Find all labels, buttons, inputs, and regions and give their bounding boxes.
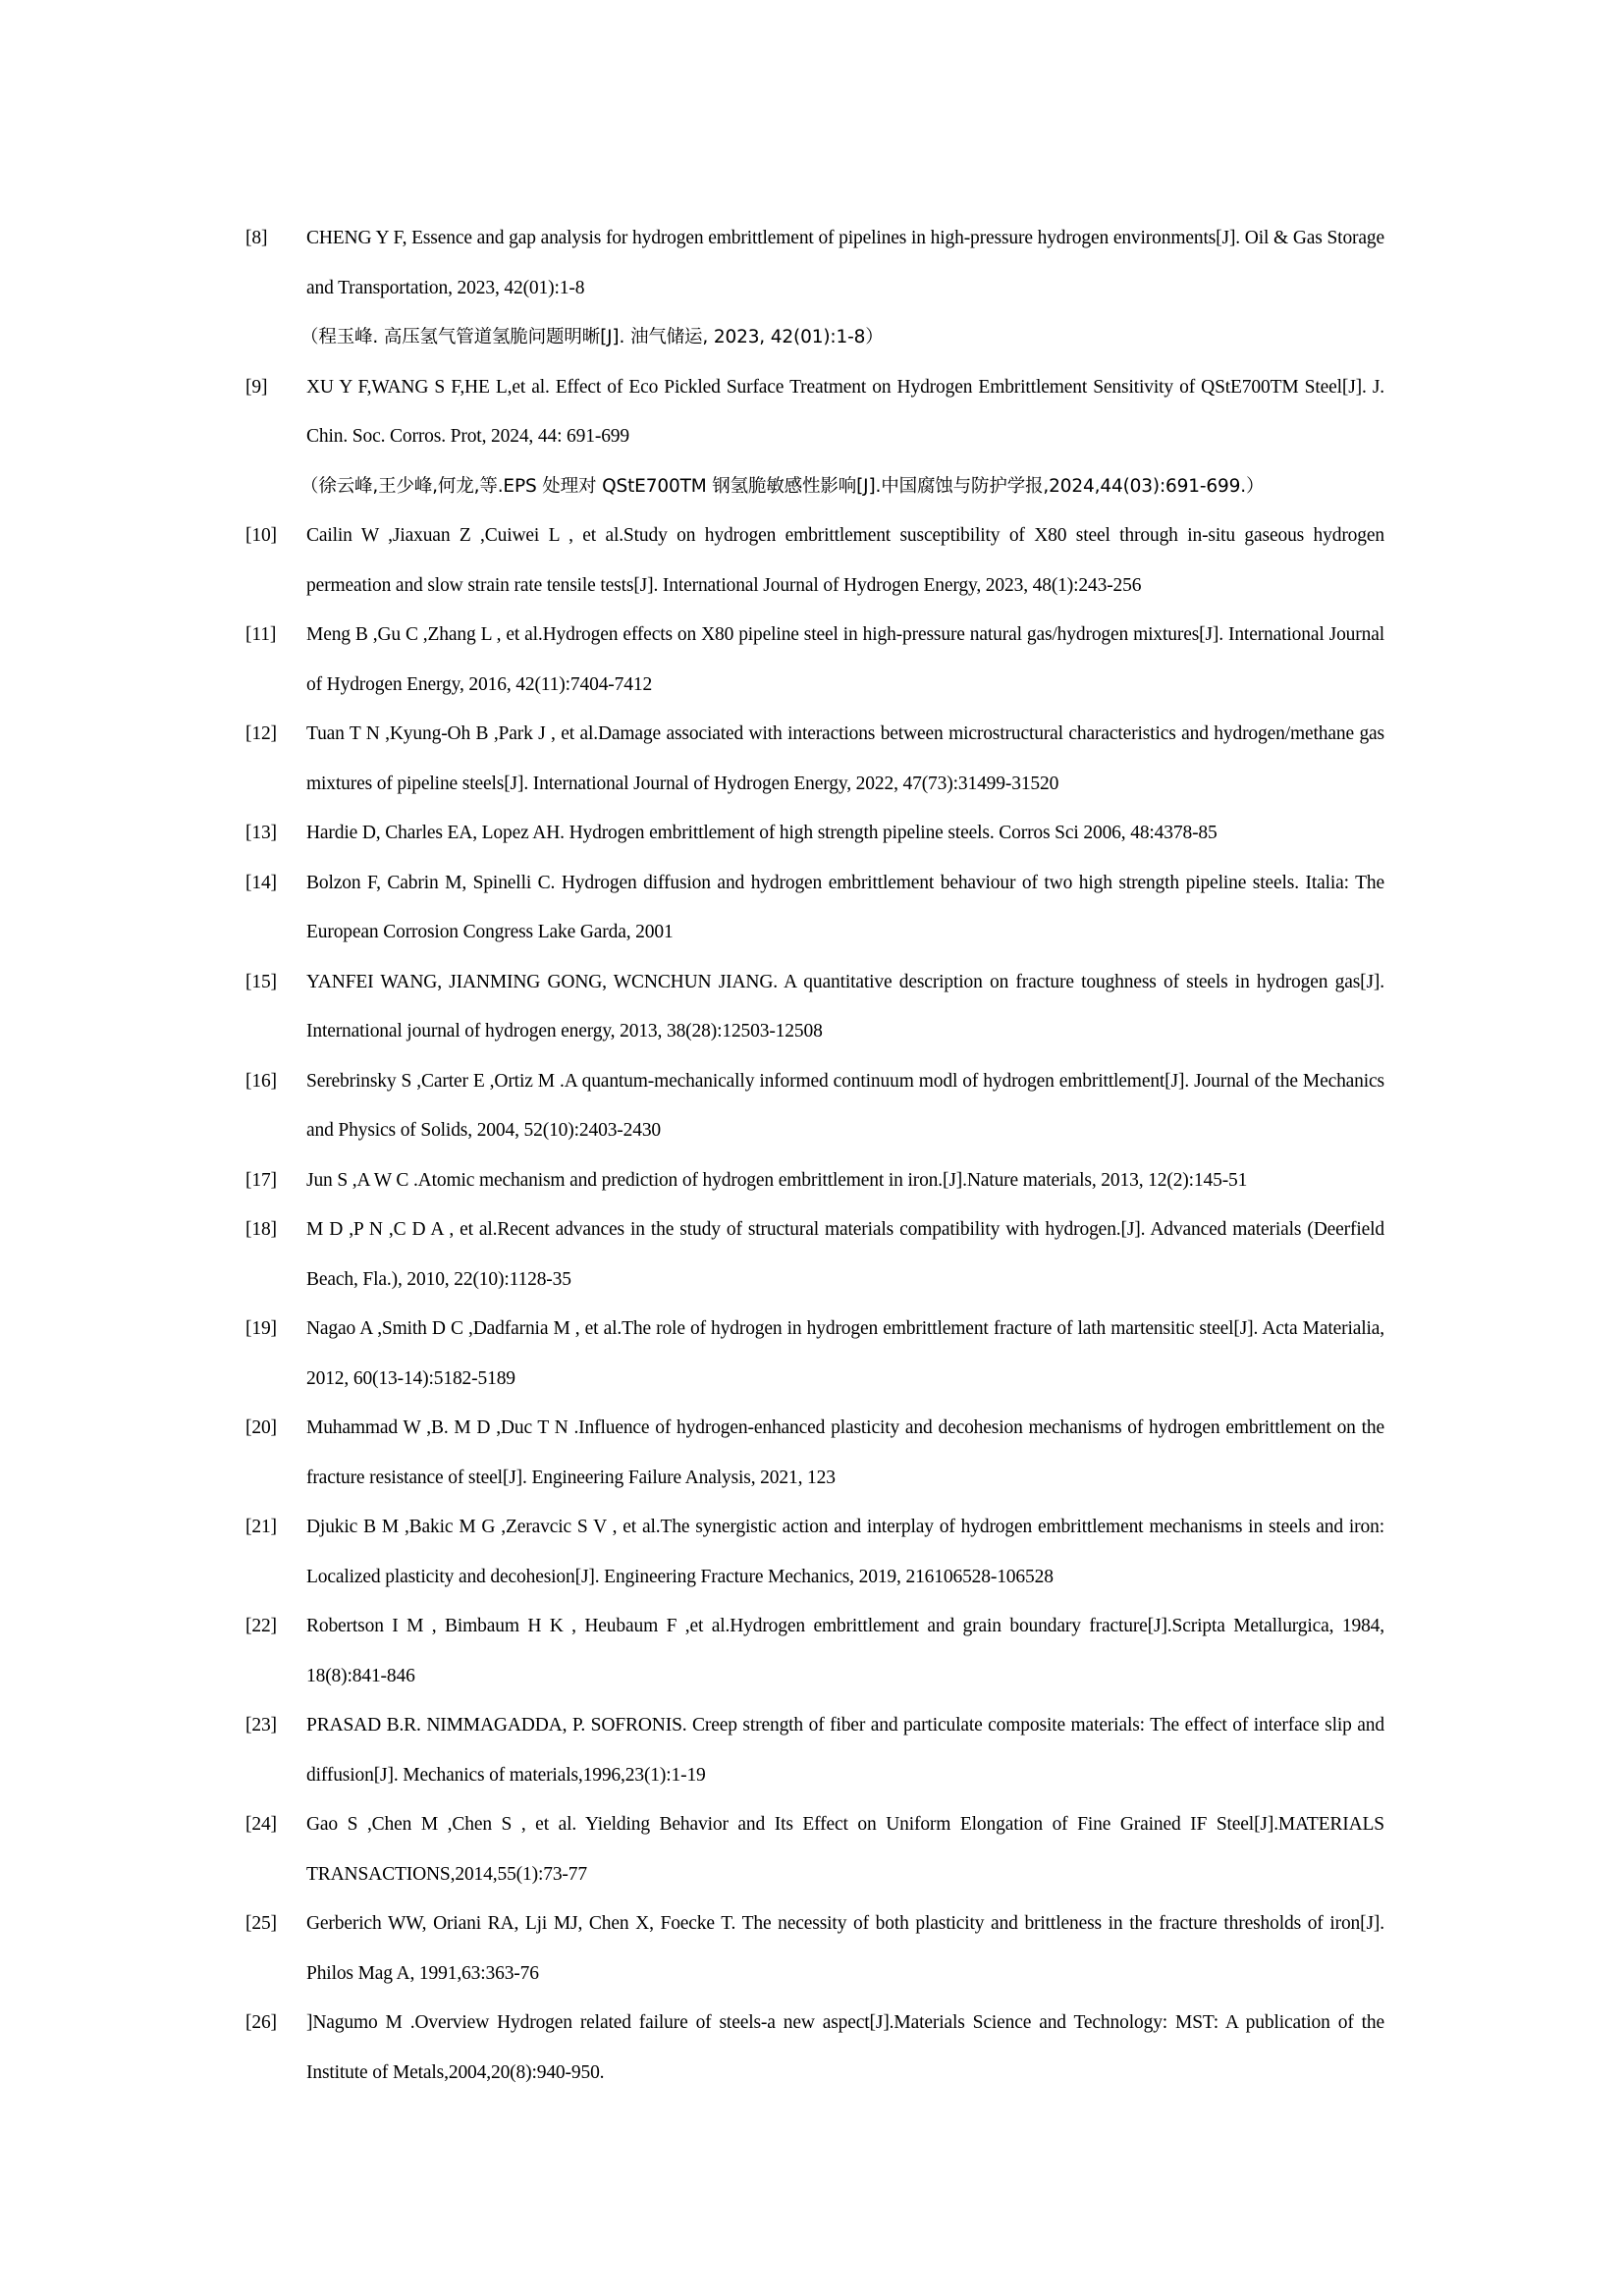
reference-text: Gerberich WW, Oriani RA, Lji MJ, Chen X, Foecke T. The necessity of both plasticity and brittleness in the fracture thresholds of iron[J]. Philos Mag A, 1991,63:363-76 bbox=[306, 1913, 1384, 1984]
reference-item bbox=[245, 1205, 1384, 1305]
reference-item bbox=[245, 214, 1384, 363]
reference-text: XU Y F,WANG S F,HE L,et al. Effect of Eco Pickled Surface Treatment on Hydrogen Embrittlement Sensitivity of QStE700TM Steel[J]. J. Chin. Soc. Corros. Prot, 2024, 44: 691-699 bbox=[306, 376, 1384, 447]
reference-text: Bolzon F, Cabrin M, Spinelli C. Hydrogen diffusion and hydrogen embrittlement behaviour of two high strength pipeline steels. Italia: The European Corrosion Congress Lake Garda, 2001 bbox=[306, 872, 1384, 942]
reference-item bbox=[245, 1305, 1384, 1404]
reference-number: [22] bbox=[245, 1616, 277, 1636]
reference-item bbox=[245, 1503, 1384, 1602]
reference-text: ]Nagumo M .Overview Hydrogen related failure of steels-a new aspect[J].Materials Science and Technology: MST: A publication of the Institute of Metals,2004,20(8):940-950. bbox=[306, 2012, 1384, 2083]
reference-item bbox=[245, 809, 1384, 859]
reference-number: [12] bbox=[245, 723, 277, 744]
reference-text: Robertson I M , Bimbaum H K , Heubaum F ,et al.Hydrogen embrittlement and grain boundary fracture[J].Scripta Metallurgica, 1984, 18(8):841-846 bbox=[306, 1616, 1384, 1686]
reference-item bbox=[245, 1404, 1384, 1503]
reference-text: YANFEI WANG, JIANMING GONG, WCNCHUN JIANG. A quantitative description on fracture toughness of steels in hydrogen gas[J]. International journal of hydrogen energy, 2013, 38(28):12503-12508 bbox=[306, 971, 1384, 1041]
reference-text: Hardie D, Charles EA, Lopez AH. Hydrogen embrittlement of high strength pipeline steels. Corros Sci 2006, 48:4378-85 bbox=[306, 823, 1218, 843]
reference-number: [18] bbox=[245, 1219, 277, 1240]
reference-text: Muhammad W ,B. M D ,Duc T N .Influence of hydrogen-enhanced plasticity and decohesion mechanisms of hydrogen embrittlement on the fracture resistance of steel[J]. Engineering Failure Analysis, 2021, 123 bbox=[306, 1417, 1384, 1488]
reference-number: [20] bbox=[245, 1417, 277, 1438]
reference-text: Djukic B M ,Bakic M G ,Zeravcic S V , et al.The synergistic action and interplay of hydrogen embrittlement mechanisms in steels and iron: Localized plasticity and decohesion[J]. Engineering Fracture Mechanics, 2019, 216106528-106528 bbox=[306, 1517, 1384, 1587]
reference-item bbox=[245, 363, 1384, 512]
reference-list bbox=[245, 214, 1384, 2098]
reference-number: [14] bbox=[245, 872, 277, 893]
reference-number: [24] bbox=[245, 1814, 277, 1835]
reference-number: [13] bbox=[245, 823, 277, 843]
reference-number: [10] bbox=[245, 525, 277, 546]
reference-text: Meng B ,Gu C ,Zhang L , et al.Hydrogen effects on X80 pipeline steel in high-pressure natural gas/hydrogen mixtures[J]. International Journal of Hydrogen Energy, 2016, 42(11):7404-7412 bbox=[306, 624, 1384, 695]
reference-item bbox=[245, 1899, 1384, 1999]
reference-number: [23] bbox=[245, 1715, 277, 1735]
reference-item bbox=[245, 511, 1384, 611]
reference-item bbox=[245, 611, 1384, 710]
reference-number: [9] bbox=[245, 376, 268, 398]
reference-text: Serebrinsky S ,Carter E ,Ortiz M .A quantum-mechanically informed continuum modl of hydrogen embrittlement[J]. Journal of the Mechanics and Physics of Solids, 2004, 52(10):2403-2430 bbox=[306, 1070, 1384, 1141]
reference-text: Gao S ,Chen M ,Chen S , et al. Yielding Behavior and Its Effect on Uniform Elongation of Fine Grained IF Steel[J].MATERIALS TRANSACTIONS,2014,55(1):73-77 bbox=[306, 1814, 1384, 1885]
reference-chinese-citation: （程玉峰. 高压氢气管道氢脆问题明晰[J]. 油气储运, 2023, 42(01):1-8） bbox=[300, 327, 884, 347]
reference-item bbox=[245, 1701, 1384, 1800]
reference-number: [25] bbox=[245, 1913, 277, 1934]
reference-item bbox=[245, 710, 1384, 809]
reference-item bbox=[245, 958, 1384, 1057]
reference-number: [26] bbox=[245, 2012, 277, 2033]
reference-number: [17] bbox=[245, 1169, 277, 1191]
reference-item bbox=[245, 1156, 1384, 1206]
reference-item bbox=[245, 1602, 1384, 1701]
reference-number: [19] bbox=[245, 1318, 277, 1339]
reference-item bbox=[245, 1999, 1384, 2098]
reference-number: [15] bbox=[245, 971, 277, 992]
reference-text: M D ,P N ,C D A , et al.Recent advances in the study of structural materials compatibility with hydrogen.[J]. Advanced materials (Deerfield Beach, Fla.), 2010, 22(10):1128-35 bbox=[306, 1219, 1384, 1290]
reference-text: Cailin W ,Jiaxuan Z ,Cuiwei L , et al.Study on hydrogen embrittlement susceptibility of X80 steel through in-situ gaseous hydrogen permeation and slow strain rate tensile tests[J]. International Journal of Hydrogen Energy, 2023, 48(1):243-256 bbox=[306, 525, 1384, 596]
reference-text: Nagao A ,Smith D C ,Dadfarnia M , et al.The role of hydrogen in hydrogen embrittlement fracture of lath martensitic steel[J]. Acta Materialia, 2012, 60(13-14):5182-5189 bbox=[306, 1318, 1384, 1389]
reference-text: Tuan T N ,Kyung-Oh B ,Park J , et al.Damage associated with interactions between microstructural characteristics and hydrogen/methane gas mixtures of pipeline steels[J]. International Journal of Hydrogen Energy, 2022, 47(73):31499-31520 bbox=[306, 723, 1384, 794]
reference-text: CHENG Y F, Essence and gap analysis for hydrogen embrittlement of pipelines in high-pressure hydrogen environments[J]. Oil & Gas Storage and Transportation, 2023, 42(01):1-8 bbox=[306, 228, 1384, 298]
reference-number: [8] bbox=[245, 228, 268, 248]
reference-chinese-citation: （徐云峰,王少峰,何龙,等.EPS 处理对 QStE700TM 钢氢脆敏感性影响[J].中国腐蚀与防护学报,2024,44(03):691-699.） bbox=[300, 475, 1265, 497]
reference-text: PRASAD B.R. NIMMAGADDA, P. SOFRONIS. Creep strength of fiber and particulate composite materials: The effect of interface slip and diffusion[J]. Mechanics of materials,1996,23(1):1-19 bbox=[306, 1715, 1384, 1786]
reference-item bbox=[245, 1057, 1384, 1156]
reference-number: [16] bbox=[245, 1070, 277, 1092]
reference-text: Jun S ,A W C .Atomic mechanism and prediction of hydrogen embrittlement in iron.[J].Nature materials, 2013, 12(2):145-51 bbox=[306, 1169, 1248, 1191]
reference-item bbox=[245, 1800, 1384, 1899]
reference-item bbox=[245, 859, 1384, 958]
reference-number: [21] bbox=[245, 1517, 277, 1537]
reference-number: [11] bbox=[245, 624, 277, 645]
